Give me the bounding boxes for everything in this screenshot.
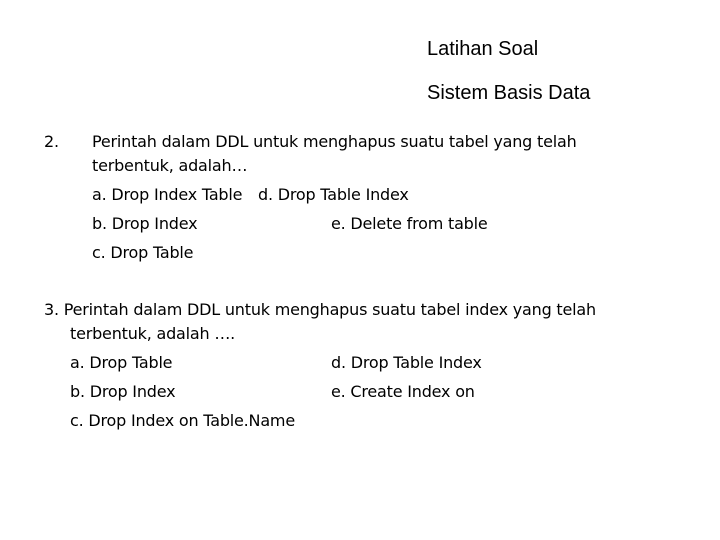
question-3-text-line2: terbentuk, adalah …. <box>70 324 236 343</box>
question-3-option-c: c. Drop Index on Table.Name <box>70 411 295 430</box>
question-2-number: 2. <box>44 132 59 151</box>
slide-title: Latihan Soal <box>427 38 539 60</box>
question-3-text-line1: 3. Perintah dalam DDL untuk menghapus suatu tabel index yang telah <box>44 300 596 319</box>
question-2-text-line1: Perintah dalam DDL untuk menghapus suatu tabel yang telah <box>92 132 577 151</box>
question-2-option-e: e. Delete from table <box>331 214 488 233</box>
question-3-option-a: a. Drop Table <box>70 353 173 372</box>
question-3-option-e: e. Create Index on <box>331 382 475 401</box>
question-2-option-b: b. Drop Index <box>92 214 198 233</box>
question-2-text-line2: terbentuk, adalah… <box>92 156 248 175</box>
question-3-option-d: d. Drop Table Index <box>331 353 482 372</box>
question-2-option-c: c. Drop Table <box>92 243 194 262</box>
slide-subtitle: Sistem Basis Data <box>427 82 591 104</box>
question-2-option-d: d. Drop Table Index <box>258 185 409 204</box>
question-2-option-a: a. Drop Index Table <box>92 185 243 204</box>
question-3-option-b: b. Drop Index <box>70 382 176 401</box>
